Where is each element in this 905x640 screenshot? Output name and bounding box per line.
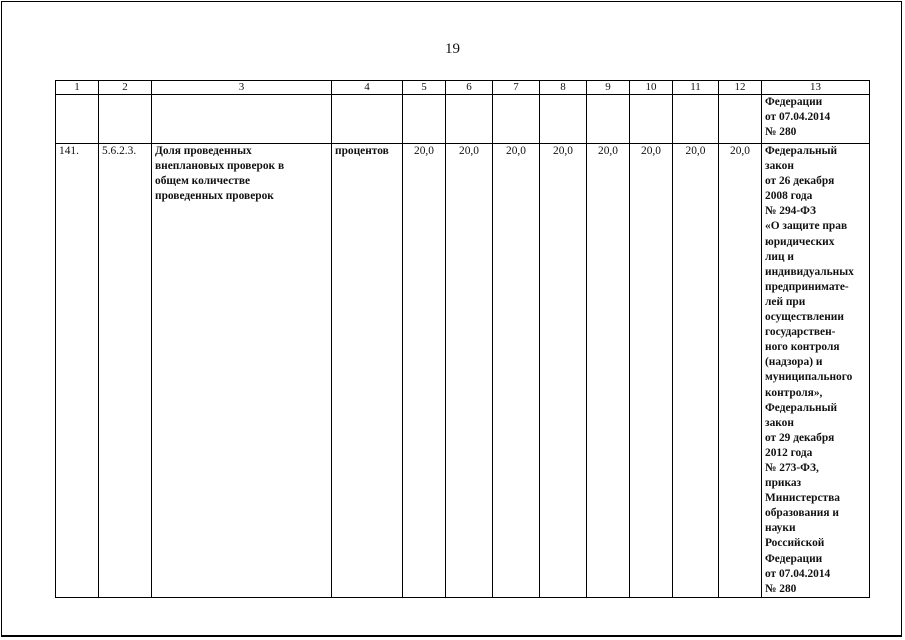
header-cell: 7	[493, 81, 540, 95]
header-cell: 8	[540, 81, 587, 95]
table-cell	[630, 95, 673, 144]
table-cell	[403, 95, 446, 144]
indicators-table	[55, 80, 870, 598]
legal-basis-continuation: Федерации от 07.04.2014 № 280	[762, 95, 870, 144]
value-cell: 20,0	[673, 144, 719, 598]
header-cell: 5	[403, 81, 446, 95]
table-cell	[56, 95, 99, 144]
table-cell	[673, 95, 719, 144]
row-number: 141.	[56, 144, 99, 598]
table-cell	[446, 95, 493, 144]
value-cell: 20,0	[630, 144, 673, 598]
table-cell	[152, 95, 332, 144]
table-cell	[719, 95, 762, 144]
table-header-row	[56, 81, 870, 95]
table-cell	[332, 95, 403, 144]
table-cell	[493, 95, 540, 144]
table-cell	[99, 95, 152, 144]
header-cell: 10	[630, 81, 673, 95]
table-row-continuation	[56, 95, 870, 144]
table-cell	[540, 95, 587, 144]
header-cell: 11	[673, 81, 719, 95]
value-cell: 20,0	[587, 144, 630, 598]
value-cell: 20,0	[403, 144, 446, 598]
header-cell: 12	[719, 81, 762, 95]
value-cell: 20,0	[540, 144, 587, 598]
legal-basis: Федеральный закон от 26 декабря 2008 года № 294-ФЗ «О защите прав юридических лиц и индивидуальных предпринимате- лей при осуществлении государствен- ного контроля (надзора) и муниципального контроля», Федеральный закон от 29 декабря 2012 года № 273-ФЗ, приказ Министерства образования и науки Российской Федерации от 07.04.2014 № 280	[762, 144, 870, 598]
header-cell: 4	[332, 81, 403, 95]
value-cell: 20,0	[446, 144, 493, 598]
indicator-code: 5.6.2.3.	[99, 144, 152, 598]
header-cell: 9	[587, 81, 630, 95]
table-row-141	[56, 144, 870, 598]
header-cell: 6	[446, 81, 493, 95]
value-cell: 20,0	[719, 144, 762, 598]
indicator-name: Доля проведенных внеплановых проверок в общем количестве проведенных проверок	[152, 144, 332, 598]
header-cell: 13	[762, 81, 870, 95]
value-cell: 20,0	[493, 144, 540, 598]
header-cell: 1	[56, 81, 99, 95]
table-cell	[587, 95, 630, 144]
header-cell: 3	[152, 81, 332, 95]
unit-of-measure: процентов	[332, 144, 403, 598]
page-number: 19	[445, 41, 460, 57]
header-cell: 2	[99, 81, 152, 95]
